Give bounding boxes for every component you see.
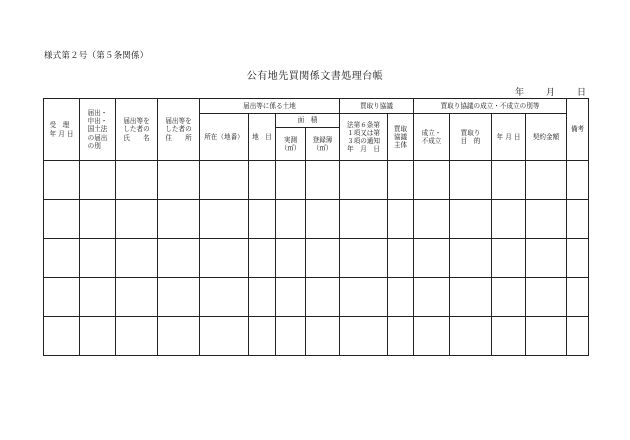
table-cell[interactable] bbox=[306, 317, 340, 356]
table-cell[interactable] bbox=[306, 200, 340, 239]
table-cell[interactable] bbox=[526, 317, 567, 356]
table-row bbox=[44, 239, 589, 278]
table-cell[interactable] bbox=[450, 200, 492, 239]
table-cell[interactable] bbox=[158, 200, 200, 239]
table-cell[interactable] bbox=[276, 317, 306, 356]
header-todokede-jusho: 届出等を した者の 住 所 bbox=[158, 99, 200, 161]
table-row bbox=[44, 278, 589, 317]
table-row bbox=[44, 161, 589, 200]
form-number: 様式第２号（第５条関係） bbox=[44, 51, 149, 61]
table-cell[interactable] bbox=[450, 278, 492, 317]
header-shozai: 所在（地番） bbox=[200, 114, 249, 161]
date-day: 日 bbox=[576, 88, 586, 98]
table-cell[interactable] bbox=[80, 239, 116, 278]
table-cell[interactable] bbox=[414, 278, 450, 317]
table-cell[interactable] bbox=[80, 161, 116, 200]
header-todokede-shimei: 届出等を した者の 氏 名 bbox=[116, 99, 158, 161]
table-cell[interactable] bbox=[414, 239, 450, 278]
table-cell[interactable] bbox=[450, 317, 492, 356]
header-nengappi: 年 月 日 bbox=[492, 114, 526, 161]
table-cell[interactable] bbox=[450, 161, 492, 200]
date-year: 年 bbox=[514, 88, 524, 98]
table-cell[interactable] bbox=[44, 239, 80, 278]
table-cell[interactable] bbox=[249, 200, 276, 239]
header-tokibo: 登録簿 （㎡） bbox=[306, 128, 340, 161]
table-cell[interactable] bbox=[526, 239, 567, 278]
table-cell[interactable] bbox=[200, 239, 249, 278]
header-jissoku: 実測 （㎡） bbox=[276, 128, 306, 161]
table-cell[interactable] bbox=[340, 278, 388, 317]
header-uketsuke: 受 理 年 月 日 bbox=[44, 99, 80, 161]
header-menseki: 面 積 bbox=[276, 114, 340, 128]
table-cell[interactable] bbox=[116, 161, 158, 200]
table-cell[interactable] bbox=[158, 161, 200, 200]
table-cell[interactable] bbox=[414, 161, 450, 200]
table-cell[interactable] bbox=[158, 278, 200, 317]
header-biko: 備考 bbox=[567, 99, 589, 161]
table-cell[interactable] bbox=[116, 200, 158, 239]
table-cell[interactable] bbox=[414, 317, 450, 356]
header-tochi-group: 届出等に係る土地 bbox=[200, 99, 340, 114]
table-cell[interactable] bbox=[116, 317, 158, 356]
header-seiritsu-group: 買取り協議の成立・不成立の別等 bbox=[414, 99, 567, 114]
table-cell[interactable] bbox=[116, 239, 158, 278]
table-cell[interactable] bbox=[388, 317, 414, 356]
table-cell[interactable] bbox=[276, 200, 306, 239]
table-cell[interactable] bbox=[492, 317, 526, 356]
table-cell[interactable] bbox=[200, 278, 249, 317]
table-cell[interactable] bbox=[200, 317, 249, 356]
table-cell[interactable] bbox=[414, 200, 450, 239]
header-chimoku: 地 目 bbox=[249, 114, 276, 161]
table-cell[interactable] bbox=[340, 239, 388, 278]
table-cell[interactable] bbox=[567, 161, 589, 200]
table-cell[interactable] bbox=[450, 239, 492, 278]
header-keiyaku-kingaku: 契約金額 bbox=[526, 114, 567, 161]
table-cell[interactable] bbox=[44, 161, 80, 200]
header-kaitori-mokuteki: 買取り 目 的 bbox=[450, 114, 492, 161]
table-row bbox=[44, 200, 589, 239]
table-cell[interactable] bbox=[388, 239, 414, 278]
table-cell[interactable] bbox=[567, 278, 589, 317]
table-cell[interactable] bbox=[158, 239, 200, 278]
date-line bbox=[515, 85, 586, 98]
table-cell[interactable] bbox=[249, 317, 276, 356]
table-cell[interactable] bbox=[158, 317, 200, 356]
table-cell[interactable] bbox=[249, 239, 276, 278]
table-cell[interactable] bbox=[526, 161, 567, 200]
table-cell[interactable] bbox=[306, 278, 340, 317]
table-cell[interactable] bbox=[492, 161, 526, 200]
header-kyogi-shutai: 買取 協議 主体 bbox=[388, 114, 414, 161]
table-cell[interactable] bbox=[567, 317, 589, 356]
table-cell[interactable] bbox=[44, 200, 80, 239]
table-cell[interactable] bbox=[44, 317, 80, 356]
table-cell[interactable] bbox=[340, 161, 388, 200]
table-cell[interactable] bbox=[388, 278, 414, 317]
table-cell[interactable] bbox=[492, 200, 526, 239]
date-month: 月 bbox=[545, 88, 555, 98]
table-cell[interactable] bbox=[526, 278, 567, 317]
header-seifu: 成立・ 不成立 bbox=[414, 114, 450, 161]
table-cell[interactable] bbox=[249, 278, 276, 317]
table-cell[interactable] bbox=[306, 239, 340, 278]
table-cell[interactable] bbox=[276, 278, 306, 317]
ledger-table bbox=[43, 98, 589, 356]
table-cell[interactable] bbox=[249, 161, 276, 200]
table-cell[interactable] bbox=[526, 200, 567, 239]
table-cell[interactable] bbox=[200, 200, 249, 239]
table-cell[interactable] bbox=[306, 161, 340, 200]
table-cell[interactable] bbox=[567, 200, 589, 239]
table-cell[interactable] bbox=[340, 317, 388, 356]
table-cell[interactable] bbox=[567, 239, 589, 278]
table-cell[interactable] bbox=[80, 200, 116, 239]
table-cell[interactable] bbox=[492, 278, 526, 317]
table-cell[interactable] bbox=[492, 239, 526, 278]
table-row bbox=[44, 317, 589, 356]
table-cell[interactable] bbox=[80, 317, 116, 356]
table-cell[interactable] bbox=[388, 161, 414, 200]
header-tsuchi: 法第６条第 １項又は第 ３項の通知 年 月 日 bbox=[340, 114, 388, 161]
table-cell[interactable] bbox=[116, 278, 158, 317]
table-cell[interactable] bbox=[276, 161, 306, 200]
header-kaitori-group: 買取り協議 bbox=[340, 99, 414, 114]
document-title: 公有地先買関係文書処理台帳 bbox=[246, 71, 384, 82]
table-cell[interactable] bbox=[388, 200, 414, 239]
table-cell[interactable] bbox=[80, 278, 116, 317]
table-cell[interactable] bbox=[200, 161, 249, 200]
table-cell[interactable] bbox=[44, 278, 80, 317]
header-todokede-kubun: 届出・ 申出・ 国土法 の届出 の別 bbox=[80, 99, 116, 161]
table-cell[interactable] bbox=[276, 239, 306, 278]
table-cell[interactable] bbox=[340, 200, 388, 239]
